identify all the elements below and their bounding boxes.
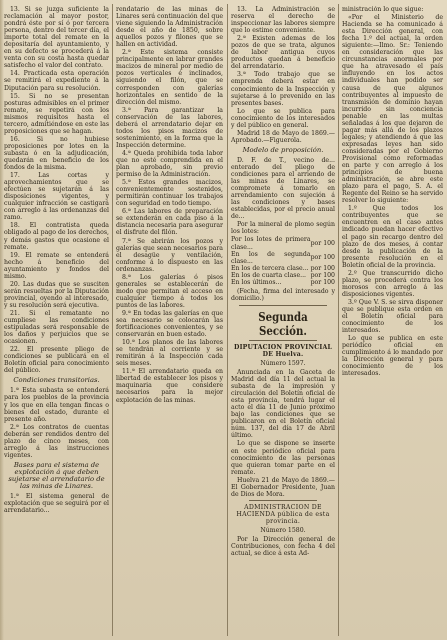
lot-label: En los de cuarta clase... (231, 271, 307, 279)
column-rule (227, 4, 228, 636)
paragraph: 19. El remate se entenderá hecho á beneficio del ayuntamiento y fondos del mismo. (4, 251, 109, 280)
section-heading: Bases para el sistema de explotación á que deben sujetarse el arrendatario de las minas de Linares. (8, 460, 105, 491)
lots-table (231, 236, 335, 285)
column-4 (342, 6, 443, 634)
column-2 (116, 6, 223, 634)
column-rule (338, 4, 339, 636)
dateline: Huelva 21 de Mayo de 1869.—El Gobernador Presidente, Juan de Dios de Mora. (231, 476, 335, 498)
table-row (231, 265, 335, 272)
paragraph: 16. Si no hubiese proposiciones por lotes en la subasta ó en la adjudicación, quedarán en beneficio de los fondos de la misma. (4, 135, 109, 172)
department-heading: ADMINISTRACION DE HACIENDA pública de esta provincia. (236, 503, 330, 525)
notice-number: Número 1580. (260, 527, 306, 534)
paragraph: 14. Practicada esta operación se remitirá el expediente á la Diputación para su resolución. (4, 70, 109, 92)
lot-label: En los de segunda clase... (231, 250, 311, 265)
divider (249, 340, 317, 341)
paragraph: 2.ª Este sistema consiste principalmente en labrar grandes macizos de mineral por medio de pozos verticales é inclinados, siguiendo el filón, que se corresponden con galerías horizontales en sentido de la dirección del mismo. (116, 49, 223, 106)
paragraph: 3.ª Todo trabajo que se emprenda deberá estar en conocimiento de la Inspección y sujetarse á lo prevenido en las presentes bases. (231, 71, 335, 107)
paragraph: 1.ª Esta subasta se entenderá para los pueblos de la provincia y los que en ella tengan fincas o bienes del estado, durante el presente año. (4, 387, 109, 423)
paragraph: 2.ª Los contratos de cuentas deberán ser rendidos dentro del plazo de cinco meses, con arreglo á las instrucciones vigentes. (4, 423, 109, 459)
paragraph: 3.º Que V. S. se sirva disponer que se publique esta orden en el Boletín oficial para conocimiento de los interesados. (342, 298, 443, 335)
lot-value: por 100 (310, 264, 335, 272)
paragraph: ministración lo que sigue: (342, 6, 424, 13)
lot-label: Por los lotes de primera clase... (231, 236, 311, 251)
column-1 (4, 6, 109, 634)
paragraph: Lo que se dispone se inserte en este periódico oficial para conocimiento de las personas que quieran tomar parte en el remate. (231, 440, 335, 476)
section-title: Segunda Sección. (258, 309, 308, 338)
section-heading: Condiciones transitorias. (13, 376, 100, 385)
table-row (231, 272, 335, 279)
paragraph: 17. Las cortas y aprovechamientos que se efectúen se sujetarán á las disposiciones vigentes, y cualquier infracción se castigará con arreglo á las ordenanzas del ramo. (4, 172, 109, 222)
paragraph: 1.º Que todos los contribuyentes que se encuentren en el caso antes indicado puedan hacer efectivo el pago sin recargo dentro del plazo de dos meses, á contar desde la publicación de la presente resolución en el Boletín oficial de la provincia. (342, 205, 443, 269)
paragraph: Por la Dirección general de Contribuciones, con fecha 4 del actual, se dice á esta Ad- (231, 536, 335, 558)
paragraph: 21. Si el rematante no cumpliese las condiciones estipuladas será responsable de los daños y perjuicios que se ocasionen. (4, 309, 109, 346)
lot-value: por 100 (310, 254, 335, 262)
column-rule (112, 4, 113, 636)
paragraph: «Por el Ministerio de Hacienda se ha comunicado á esta Dirección general, con fecha 1.º del actual, la orden siguiente:—Ilmo. Sr.: Teniendo en consideración que las circunstancias anormales por que ha atravesado el país influyendo en los actos individuales han podido ser causa de que algunos contribuyentes al impuesto de transmisión de dominio hayan incurrido sin conciencia penable en las multas señaladas á los que dejaron de pagar más allá de los plazos legales; y atendiendo á que las expresadas leyes han sido consideradas por el Gobierno Provisional como reformadas en parte y con arreglo á los principios de buena administración, se abre este plazo para el pago, S. A. el Regente del Reino se ha servido resolver lo siguiente: (342, 14, 443, 205)
paragraph: 3.ª Para garantizar la conservación de las labores, deberá el arrendatario dejar en todos los pisos macizos de sostenimiento, en la forma que la Inspección determine. (116, 106, 223, 149)
lot-label: En los últimos... (231, 278, 282, 286)
paragraph: Por la mineral de plomo según los lotes: (231, 221, 335, 236)
divider (239, 305, 327, 306)
lot-value: por 100 (310, 271, 335, 279)
dateline: Madrid 18 de Mayo de 1869.— Aprobado.—Figuerola. (231, 129, 335, 144)
paragraph: D. F. de T., vecino de... enterado del pliego de condiciones para el arriendo de las minas de Linares, se compromete á tomarlo en arrendamiento con sujeción á las condiciones y bases establecidas, por el precio anual de... (231, 156, 335, 221)
signature-note: (Fecha, firma del interesado y domicilio.) (231, 287, 335, 302)
paragraph: 13. Si se juzga suficiente la reclamación al mayor postor, pondrá éste por sí ó por tercera persona, dentro del tercer día, el importe total del remate en la depositaría del ayuntamiento, y en su defecto se procederá á la venta con su costa hasta quedar satisfecho el valor del contrato. (4, 6, 109, 70)
paragraph: 13. La Administración se reserva el derecho de inspeccionar las labores siempre que lo estime conveniente. (231, 6, 335, 35)
paragraph: 1.ª El sistema general de explotación que se seguirá por el arrendatario... (4, 493, 109, 515)
paragraph: 4.ª Queda prohibida toda labor que no esté comprendida en el plan aprobado, sin previo permiso de la Administración. (116, 149, 223, 179)
lot-label: En los de tercera clase... (231, 264, 309, 272)
section-heading: Modelo de proposición. (242, 145, 324, 154)
paragraph: 15. Si no se presentan posturas admisibles en el primer remate, se repetirá con los mismos requisitos hasta el tercero, admitiéndose en este las proposiciones que se hagan. (4, 92, 109, 135)
paragraph: rendatario de las minas de Linares será continuación del que viene siguiendo la Administración desde el año de 1850, sobre aquellos pozos y filones que se hallen en actividad. (116, 6, 223, 49)
table-row (231, 236, 335, 250)
paragraph: 5.ª Estos grandes macizos, convenientemente sostenidos, permitirán continuar los trabajos con seguridad en todo tiempo. (116, 179, 223, 208)
notice-number: Número 1597. (260, 359, 306, 367)
divider (249, 500, 317, 501)
paragraph: Anunciada en la Gaceta de Madrid del día 11 del actual la subasta de la impresión y circulación del Boletín oficial de esta provincia, tendrá lugar el acto el día 11 de Junio próximo bajo las condiciones que se publicaron en el Boletín oficial núm. 137, del día 17 de Abril último. (231, 369, 335, 440)
lot-value: por 100 (310, 278, 335, 286)
table-row (231, 279, 335, 286)
paragraph: 2.ª Existen ademas de los pozos de que se trata, algunos de labor antigua cuyos productos quedan á beneficio del arrendatario. (231, 35, 335, 71)
lot-value: por 100 (310, 239, 335, 247)
column-3 (231, 6, 335, 634)
paragraph: 20. Las dudas que se susciten serán resueltas por la Diputación provincial, oyendo al interesado, y su resolución será ejecutiva. (4, 280, 109, 309)
paragraph: 7.ª Se abrirán los pozos y galerías que sean necesarios para el desagüe y ventilación, conforme á lo dispuesto en las ordenanzas. (116, 237, 223, 273)
paragraph: 8.ª Los galerías ó pisos generales se establecerán de modo que permitan el acceso en cualquier tiempo á todos los puntos de las labores. (116, 273, 223, 309)
paragraph: 11.ª El arrendatario queda en libertad de establecer los pisos y maquinaria que considere necesarios para la mejor explotación de las minas. (116, 368, 223, 404)
paragraph: 10.ª Los planos de las labores se tendrán al corriente y se remitirán á la Inspección cada seis meses. (116, 339, 223, 368)
paragraph: 22. El presente pliego de condiciones se publicará en el Boletín oficial para conocimiento del público. (4, 346, 109, 375)
paragraph: 9.ª En todas las galerías en que sea necesario se colocarán las fortificaciones convenientes, y se conservarán en buen estado. (116, 309, 223, 339)
paragraph: Lo que se publica para conocimiento de los interesados y del público en general. (231, 107, 335, 129)
paragraph: 6.ª Las labores de preparación se extenderán en cada piso á la distancia necesaria para asegurar el disfrute del filón. (116, 208, 223, 237)
paragraph: Lo que se publica en este periódico oficial en cumplimiento á lo mandado por la Dirección general y para conocimiento de los interesados. (342, 335, 443, 378)
paragraph: 2.º Que transcurrido dicho plazo, se procederá contra los morosos con arreglo á las disposiciones vigentes. (342, 269, 443, 298)
paragraph: 18. El contratista queda obligado al pago de los derechos, y demás gastos que ocasione el remate. (4, 222, 109, 251)
department-heading: DIPUTACION PROVINCIAL DE Huelva. (234, 343, 332, 358)
table-row (231, 251, 335, 265)
